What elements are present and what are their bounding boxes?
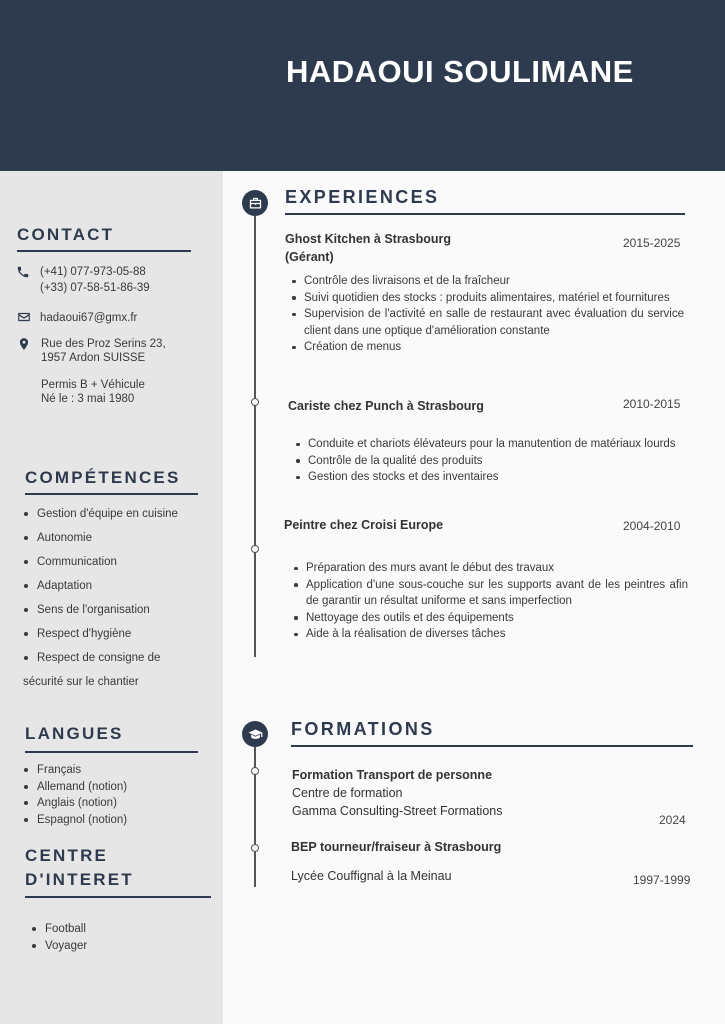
contact-divider xyxy=(17,250,191,252)
timeline-dot xyxy=(251,844,259,852)
list-item: Respect d'hygiène xyxy=(23,622,213,646)
list-item: Français xyxy=(23,762,213,779)
list-item: Contrôle de la qualité des produits xyxy=(293,453,688,470)
list-item: Préparation des murs avant le début des travaux xyxy=(291,560,688,577)
location-pin-icon xyxy=(17,337,31,351)
sidebar xyxy=(0,171,223,1024)
languages-divider xyxy=(25,751,198,753)
phone-number-1: (+41) 077-973-05-88 xyxy=(40,266,146,278)
formation-title: Formation Transport de personne xyxy=(292,768,493,782)
phone-icon xyxy=(16,265,30,279)
email-address: hadaoui67@gmx.fr xyxy=(40,312,138,324)
interests-title-line-1: CENTRE xyxy=(25,846,109,865)
formation-title: BEP tourneur/fraiseur à Strasbourg xyxy=(291,840,502,854)
languages-title: LANGUES xyxy=(25,724,124,743)
list-item: Anglais (notion) xyxy=(23,795,213,812)
interests-divider xyxy=(25,896,211,898)
job-title: Cariste chez Punch à Strasbourg xyxy=(288,399,484,413)
experiences-title: EXPERIENCES xyxy=(285,187,440,207)
list-item: Football xyxy=(31,921,211,938)
driving-license: Permis B + Véhicule xyxy=(41,379,145,391)
birth-date: Né le : 3 mai 1980 xyxy=(41,393,135,405)
list-item: Nettoyage des outils et des équipements xyxy=(291,610,688,627)
list-item: Gestion d'équipe en cuisine xyxy=(23,502,213,526)
skills-title: COMPÉTENCES xyxy=(25,468,181,487)
skills-list xyxy=(23,502,213,694)
phone-number-2: (+33) 07-58-51-86-39 xyxy=(40,282,150,294)
job-bullets xyxy=(291,560,688,643)
list-item: Espagnol (notion) xyxy=(23,812,213,829)
interests-list xyxy=(31,921,211,954)
list-item: Voyager xyxy=(31,938,211,955)
job-title: Ghost Kitchen à Strasbourg xyxy=(285,232,451,246)
job-date: 2010-2015 xyxy=(623,397,681,411)
candidate-name: HADAOUI SOULIMANE xyxy=(286,54,634,89)
list-item: Suivi quotidien des stocks : produits alimentaires, matériel et fournitures xyxy=(289,290,684,307)
languages-list xyxy=(23,762,213,828)
list-item: Communication xyxy=(23,550,213,574)
list-item: Autonomie xyxy=(23,526,213,550)
formation-provider: Gamma Consulting-Street Formations xyxy=(292,804,503,818)
list-item: Contrôle des livraisons et de la fraîcheur xyxy=(289,273,684,290)
address-line-1: Rue des Proz Serins 23, xyxy=(41,338,166,350)
address-line-2: 1957 Ardon SUISSE xyxy=(41,352,146,364)
list-item: Allemand (notion) xyxy=(23,779,213,796)
header-banner xyxy=(0,0,725,171)
formations-divider xyxy=(291,745,693,747)
list-item: Respect de consigne de xyxy=(23,646,213,670)
list-item: Aide à la réalisation de diverses tâches xyxy=(291,626,688,643)
list-item: Création de menus xyxy=(289,339,684,356)
timeline-dot xyxy=(251,545,259,553)
list-item-continuation: sécurité sur le chantier xyxy=(23,676,139,688)
job-title: Peintre chez Croisi Europe xyxy=(284,518,444,532)
briefcase-icon xyxy=(242,190,268,216)
list-item: Adaptation xyxy=(23,574,213,598)
list-item: Gestion des stocks et des inventaires xyxy=(293,469,688,486)
job-bullets xyxy=(293,436,688,486)
timeline-dot xyxy=(251,398,259,406)
graduation-cap-icon xyxy=(242,721,268,747)
list-item: Application d'une sous-couche sur les supports avant de les peintres afin de garantir un résultat uniforme et sans imperfection xyxy=(291,577,688,610)
contact-title: CONTACT xyxy=(17,225,115,244)
list-item: Supervision de l'activité en salle de restaurant avec évaluation du service client dans une optique d'amélioration constante xyxy=(289,306,684,339)
formation-date: 2024 xyxy=(659,813,686,827)
formation-school: Lycée Couffignal à la Meinau xyxy=(291,869,452,883)
skills-divider xyxy=(25,493,198,495)
list-item: Conduite et chariots élévateurs pour la manutention de matériaux lourds xyxy=(293,436,688,453)
formation-date: 1997-1999 xyxy=(633,873,691,887)
envelope-icon xyxy=(17,310,31,324)
interests-title-line-2: D'INTERET xyxy=(25,870,134,889)
job-subtitle: (Gérant) xyxy=(285,250,334,264)
job-date: 2004-2010 xyxy=(623,519,681,533)
list-item: Sens de l'organisation xyxy=(23,598,213,622)
experiences-divider xyxy=(285,213,685,215)
formations-title: FORMATIONS xyxy=(291,719,435,739)
job-bullets xyxy=(289,273,684,356)
experience-timeline xyxy=(254,216,256,657)
main-column xyxy=(223,171,725,1024)
timeline-dot xyxy=(251,767,259,775)
job-date: 2015-2025 xyxy=(623,236,681,250)
formation-school: Centre de formation xyxy=(292,786,403,800)
